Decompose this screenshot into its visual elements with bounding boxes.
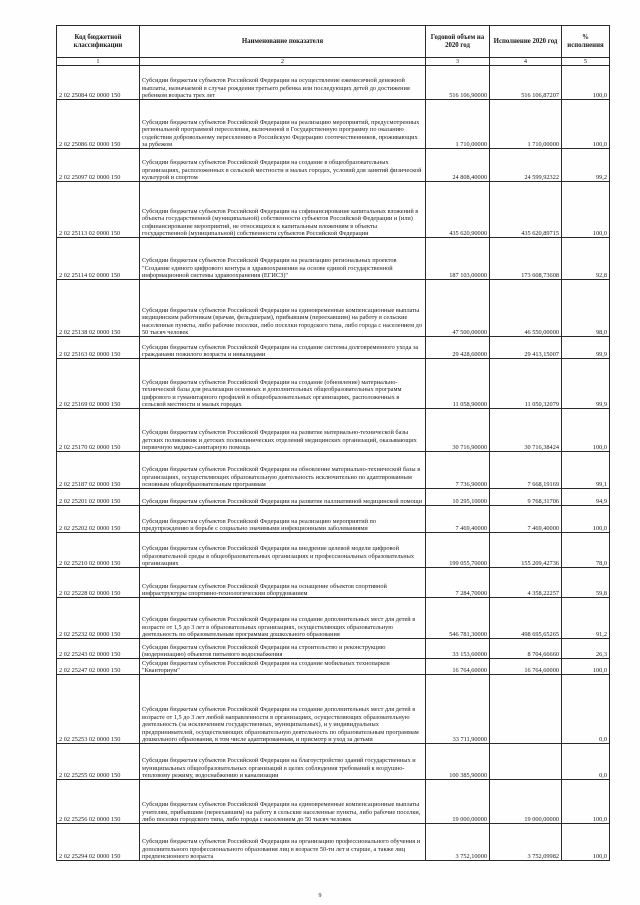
executed-amount: 155 209,42736 (490, 533, 562, 568)
budget-code: 2 02 25113 02 0000 150 (57, 182, 140, 238)
table-row (57, 824, 610, 861)
budget-code: 2 02 25170 02 0000 150 (57, 409, 140, 452)
annual-amount: 546 781,30000 (426, 598, 490, 639)
indicator-name: Субсидии бюджетам субъектов Российской Федерации на создание мобильных технопарков "Кванториум" (140, 659, 426, 675)
budget-code: 2 02 25169 02 0000 150 (57, 359, 140, 409)
execution-percent: 94,9 (562, 489, 610, 506)
executed-amount: 19 000,00000 (490, 780, 562, 824)
executed-amount (490, 744, 562, 780)
budget-code: 2 02 25294 02 0000 150 (57, 824, 140, 861)
budget-code: 2 02 25232 02 0000 150 (57, 598, 140, 639)
column-number: 1 (57, 58, 140, 66)
table-row (57, 452, 610, 489)
budget-code: 2 02 25138 02 0000 150 (57, 280, 140, 337)
execution-percent: 100,0 (562, 780, 610, 824)
executed-amount: 11 050,32079 (490, 359, 562, 409)
table-row (57, 598, 610, 639)
annual-amount: 16 764,60000 (426, 659, 490, 675)
column-number: 5 (562, 58, 610, 66)
execution-percent: 100,0 (562, 824, 610, 861)
annual-amount: 11 058,90000 (426, 359, 490, 409)
budget-code: 2 02 25243 02 0000 150 (57, 639, 140, 659)
header-name: Наименование показателя (140, 26, 426, 58)
annual-amount: 33 711,90000 (426, 675, 490, 744)
indicator-name: Субсидии бюджетам субъектов Российской Федерации на единовременные компенсационные выплаты учителям, прибывшим (переехавшим) на работу в сельские населенные пункты, либо рабочие поселки, либо поселки городского типа, либо города с населением до 50 тысяч человек (140, 780, 426, 824)
table-row (57, 66, 610, 100)
annual-amount: 30 716,90000 (426, 409, 490, 452)
indicator-name: Субсидии бюджетам субъектов Российской Федерации на благоустройство зданий государственных и муниципальных общеобразовательных организаций в целях соблюдения требований к воздушно-тепловому режиму, водоснабжению и канализации (140, 744, 426, 780)
annual-amount: 19 000,00000 (426, 780, 490, 824)
execution-percent: 100,0 (562, 506, 610, 533)
table-row (57, 182, 610, 238)
executed-amount: 30 716,38424 (490, 409, 562, 452)
execution-percent: 99,1 (562, 452, 610, 489)
annual-amount: 435 620,90000 (426, 182, 490, 238)
execution-percent: 99,9 (562, 337, 610, 359)
executed-amount: 8 704,66660 (490, 639, 562, 659)
indicator-name: Субсидии бюджетам субъектов Российской Федерации на реализацию региональных проектов "Создание единого цифрового контура в здравоохранении на основе единой государственной информационной системы здравоохранения (ЕГИСЗ)" (140, 238, 426, 280)
executed-amount: 516 106,87207 (490, 66, 562, 100)
budget-code: 2 02 25256 02 0000 150 (57, 780, 140, 824)
indicator-name: Субсидии бюджетам субъектов Российской Федерации на оснащение объектов спортивной инфраструктуры спортивно-технологическим оборудованием (140, 568, 426, 598)
executed-amount: 435 620,89715 (490, 182, 562, 238)
table-row (57, 568, 610, 598)
annual-amount: 100 385,90000 (426, 744, 490, 780)
annual-amount: 47 500,00000 (426, 280, 490, 337)
execution-percent: 59,8 (562, 568, 610, 598)
budget-code: 2 02 25202 02 0000 150 (57, 506, 140, 533)
execution-percent: 91,2 (562, 598, 610, 639)
executed-amount: 4 358,22257 (490, 568, 562, 598)
executed-amount: 7 469,40000 (490, 506, 562, 533)
header-executed: Исполнение 2020 год (490, 26, 562, 58)
annual-amount: 33 153,60000 (426, 639, 490, 659)
budget-code: 2 02 25210 02 0000 150 (57, 533, 140, 568)
annual-amount: 1 710,00000 (426, 100, 490, 149)
table-row (57, 659, 610, 675)
table-row (57, 359, 610, 409)
execution-percent: 98,0 (562, 280, 610, 337)
executed-amount: 16 764,60000 (490, 659, 562, 675)
indicator-name: Субсидии бюджетам субъектов Российской Федерации на строительство и реконструкцию (модернизацию) объектов питьевого водоснабжения (140, 639, 426, 659)
indicator-name: Субсидии бюджетам субъектов Российской Федерации на внедрение целевой модели цифровой образовательной среды в общеобразовательных организациях и профессиональных образовательных организациях (140, 533, 426, 568)
executed-amount: 24 599,92322 (490, 149, 562, 182)
indicator-name: Субсидии бюджетам субъектов Российской Федерации на создание системы долговременного ухода за гражданами пожилого возраста и инвалидами (140, 337, 426, 359)
execution-percent: 99,9 (562, 359, 610, 409)
execution-percent: 100,0 (562, 66, 610, 100)
execution-percent: 92,8 (562, 238, 610, 280)
table-row (57, 744, 610, 780)
annual-amount: 7 284,70000 (426, 568, 490, 598)
executed-amount: 1 710,00000 (490, 100, 562, 149)
budget-code: 2 02 25247 02 0000 150 (57, 659, 140, 675)
column-number: 3 (426, 58, 490, 66)
indicator-name: Субсидии бюджетам субъектов Российской Федерации на развитие материально-технической базы детских поликлиник и детских поликлинических отделений медицинских организаций, оказывающих первичную медико-санитарную помощь (140, 409, 426, 452)
execution-percent: 0,0 (562, 675, 610, 744)
executed-amount: 46 550,00000 (490, 280, 562, 337)
execution-percent: 100,0 (562, 659, 610, 675)
table-row (57, 280, 610, 337)
annual-amount: 187 103,00000 (426, 238, 490, 280)
header-percent: % исполнения (562, 26, 610, 58)
indicator-name: Субсидии бюджетам субъектов Российской Федерации на организацию профессионального обучения и дополнительного профессионального образования лиц в возрасте 50-ти лет и старше, а также лиц предпенсионного возраста (140, 824, 426, 861)
budget-code: 2 02 25187 02 0000 150 (57, 452, 140, 489)
column-number: 4 (490, 58, 562, 66)
execution-percent: 100,0 (562, 409, 610, 452)
indicator-name: Субсидии бюджетам субъектов Российской Федерации на единовременные компенсационные выплаты медицинским работникам (врачам, фельдшерам), прибывшим (переехавшим) на работу в сельские населенные пункты, либо рабочие поселки, либо поселки городского типа, либо города с населением до 50 тысяч человек (140, 280, 426, 337)
execution-percent: 100,0 (562, 100, 610, 149)
budget-code: 2 02 25253 02 0000 150 (57, 675, 140, 744)
execution-percent: 26,3 (562, 639, 610, 659)
column-number-row (57, 58, 610, 66)
budget-code: 2 02 25114 02 0000 150 (57, 238, 140, 280)
budget-code: 2 02 25255 02 0000 150 (57, 744, 140, 780)
table-row (57, 238, 610, 280)
column-number: 2 (140, 58, 426, 66)
budget-code: 2 02 25163 02 0000 150 (57, 337, 140, 359)
executed-amount: 29 413,15007 (490, 337, 562, 359)
table-row (57, 409, 610, 452)
table-row (57, 506, 610, 533)
executed-amount: 173 608,73608 (490, 238, 562, 280)
budget-execution-table (56, 25, 610, 861)
execution-percent: 99,2 (562, 149, 610, 182)
indicator-name: Субсидии бюджетам субъектов Российской Федерации на создание дополнительных мест для детей в возрасте от 1,5 до 3 лет любой направленности в организациях, осуществляющих образовательную деятельность (за исключением государственных, муниципальных), и у индивидуальных предпринимателей, осуществляющих образовательную деятельность по образовательным программам дошкольного образования, в том числе адаптированным, и присмотр и уход за детьми (140, 675, 426, 744)
executed-amount: 7 668,19169 (490, 452, 562, 489)
header-annual: Годовой объем на 2020 год (426, 26, 490, 58)
indicator-name: Субсидии бюджетам субъектов Российской Федерации на создание дополнительных мест для детей в возрасте от 1,5 до 3 лет в образовательных организациях, осуществляющих образовательную деятельность по образовательным программам дошкольного образования (140, 598, 426, 639)
execution-percent: 0,0 (562, 744, 610, 780)
executed-amount: 3 752,09982 (490, 824, 562, 861)
table-row (57, 489, 610, 506)
table-row (57, 337, 610, 359)
budget-code: 2 02 25086 02 0000 150 (57, 100, 140, 149)
executed-amount: 9 768,31706 (490, 489, 562, 506)
table-row (57, 675, 610, 744)
execution-percent: 78,0 (562, 533, 610, 568)
indicator-name: Субсидии бюджетам субъектов Российской Федерации на софинансирование капитальных вложений в объекты государственной (муниципальной) собственности субъектов Российской Федерации и (или) софинансирование мероприятий, не относящихся к капитальным вложениям в объекты государственной (муниципальной) собственности субъектов Российской Федерации (140, 182, 426, 238)
table-row (57, 533, 610, 568)
table-row (57, 780, 610, 824)
page-number: 9 (318, 893, 322, 899)
header-code: Код бюджетной классификации (57, 26, 140, 58)
table-row (57, 149, 610, 182)
executed-amount (490, 675, 562, 744)
table-row (57, 639, 610, 659)
executed-amount: 498 695,65265 (490, 598, 562, 639)
budget-code: 2 02 25097 02 0000 150 (57, 149, 140, 182)
annual-amount: 3 752,10000 (426, 824, 490, 861)
budget-code: 2 02 25201 02 0000 150 (57, 489, 140, 506)
table-row (57, 100, 610, 149)
indicator-name: Субсидии бюджетам субъектов Российской Федерации на создание (обновление) материально-технической базы для реализации основных и дополнительных общеобразовательных программ цифрового и гуманитарного профилей в общеобразовательных организациях, расположенных в сельской местности и малых городах (140, 359, 426, 409)
annual-amount: 10 295,10000 (426, 489, 490, 506)
annual-amount: 7 469,40000 (426, 506, 490, 533)
annual-amount: 516 106,90000 (426, 66, 490, 100)
indicator-name: Субсидии бюджетам субъектов Российской Федерации на реализацию мероприятий по предупреждению и борьбе с социально значимыми инфекционными заболеваниями (140, 506, 426, 533)
budget-code: 2 02 25228 02 0000 150 (57, 568, 140, 598)
indicator-name: Субсидии бюджетам субъектов Российской Федерации на создание в общеобразовательных организациях, расположенных в сельской местности и малых городах, условий для занятий физической культурой и спортом (140, 149, 426, 182)
indicator-name: Субсидии бюджетам субъектов Российской Федерации на развитие паллиативной медицинской помощи (140, 489, 426, 506)
annual-amount: 24 808,40000 (426, 149, 490, 182)
execution-percent: 100,0 (562, 182, 610, 238)
annual-amount: 29 428,60000 (426, 337, 490, 359)
indicator-name: Субсидии бюджетам субъектов Российской Федерации на реализацию мероприятий, предусмотренных региональной программой переселения, включенной в Государственную программу по оказанию содействия добровольному переселению в Российскую Федерацию соотечественников, проживающих за рубежом (140, 100, 426, 149)
indicator-name: Субсидии бюджетам субъектов Российской Федерации на осуществление ежемесячной денежной выплаты, назначаемой в случае рождения третьего ребенка или последующих детей до достижения ребенком возраста трех лет (140, 66, 426, 100)
table-header-row (57, 26, 610, 58)
budget-code: 2 02 25084 02 0000 150 (57, 66, 140, 100)
annual-amount: 199 055,70000 (426, 533, 490, 568)
indicator-name: Субсидии бюджетам субъектов Российской Федерации на обновление материально-технической базы в организациях, осуществляющих образовательную деятельность исключительно по адаптированным основным общеобразовательным программам (140, 452, 426, 489)
annual-amount: 7 736,90000 (426, 452, 490, 489)
